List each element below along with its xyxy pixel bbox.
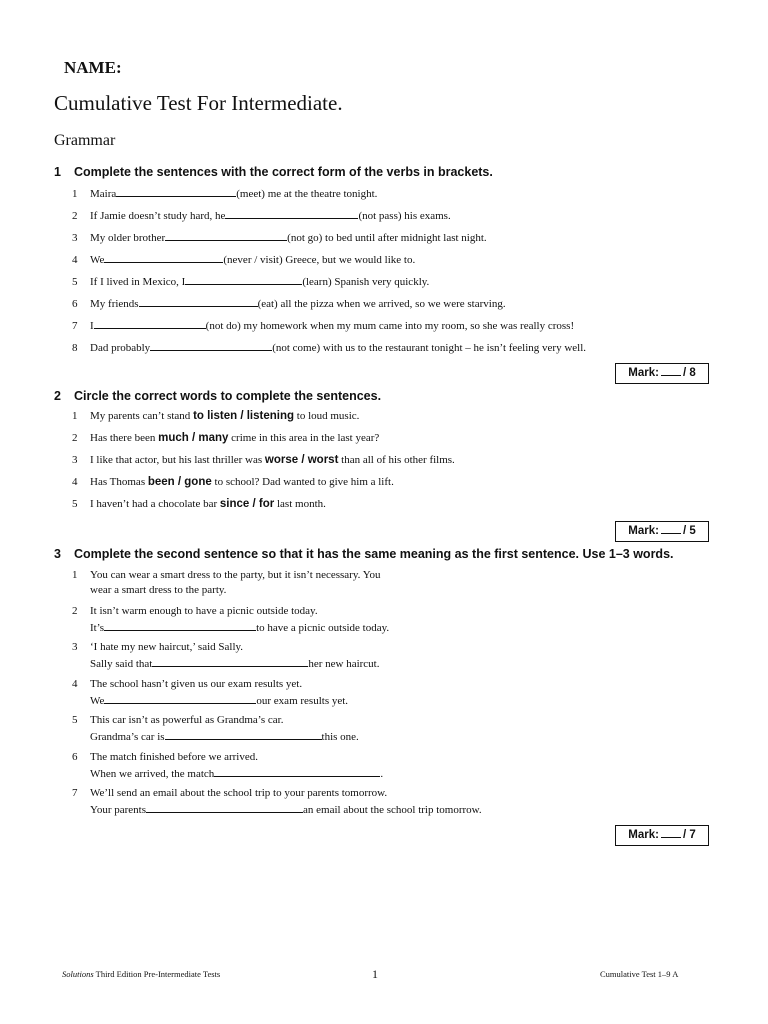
mark-blank[interactable] bbox=[661, 826, 681, 838]
mark-label: Mark: bbox=[628, 367, 659, 379]
question-3-heading bbox=[54, 547, 674, 561]
q3-item bbox=[72, 677, 348, 709]
answer-blank[interactable] bbox=[165, 229, 287, 241]
item-text: this one. bbox=[321, 731, 359, 743]
answer-blank[interactable] bbox=[94, 317, 206, 329]
q2-item bbox=[72, 475, 394, 490]
item-text: (never / visit) Greece, but we would like to. bbox=[223, 254, 416, 266]
q3-item bbox=[72, 604, 389, 636]
item-text: My parents can’t stand bbox=[90, 410, 194, 422]
item-text: My friends bbox=[90, 298, 139, 310]
footer-test-id: Cumulative Test 1–9 A bbox=[600, 969, 679, 979]
q3-item bbox=[72, 640, 380, 672]
question-instruction: Circle the correct words to complete the sentences. bbox=[74, 389, 382, 403]
item-text: I bbox=[90, 320, 94, 332]
item-number: 7 bbox=[72, 320, 78, 332]
item-number: 4 bbox=[72, 678, 78, 690]
name-label: NAME: bbox=[64, 58, 122, 77]
question-number: 1 bbox=[54, 165, 61, 179]
item-text: We’ll send an email about the school trip to your parents tomorrow. bbox=[90, 787, 388, 799]
q1-item bbox=[72, 207, 451, 224]
item-text: If Jamie doesn’t study hard, he bbox=[90, 210, 226, 222]
q2-item bbox=[72, 409, 359, 424]
item-text: last month. bbox=[274, 498, 326, 510]
item-number: 3 bbox=[72, 454, 78, 466]
q1-item bbox=[72, 339, 586, 356]
mark-box[interactable] bbox=[615, 521, 709, 542]
q3-item bbox=[72, 713, 359, 745]
item-text: ‘I hate my new haircut,’ said Sally. bbox=[90, 641, 244, 653]
item-text: You can wear a smart dress to the party, but it isn’t necessary. You bbox=[90, 569, 381, 581]
answer-blank[interactable] bbox=[139, 295, 258, 307]
question-2-heading bbox=[54, 389, 381, 403]
answer-options[interactable]: much / many bbox=[158, 432, 229, 444]
item-number: 2 bbox=[72, 432, 78, 444]
answer-blank[interactable] bbox=[150, 339, 272, 351]
item-number: 1 bbox=[72, 188, 78, 200]
mark-total: / 7 bbox=[682, 829, 696, 841]
item-number: 6 bbox=[72, 298, 78, 310]
mark-box[interactable] bbox=[615, 825, 709, 846]
item-text: Maira bbox=[90, 188, 117, 200]
item-text: Has Thomas bbox=[90, 476, 148, 488]
answer-options[interactable]: to listen / listening bbox=[193, 410, 295, 422]
item-text: We bbox=[90, 254, 105, 266]
question-instruction: Complete the second sentence so that it has the same meaning as the first sentence. Use 1–3 words. bbox=[74, 547, 674, 561]
item-text: (not pass) his exams. bbox=[358, 210, 451, 222]
q1-item bbox=[72, 317, 574, 334]
item-number: 4 bbox=[72, 254, 78, 266]
q1-item bbox=[72, 229, 487, 246]
answer-blank[interactable] bbox=[214, 765, 380, 777]
item-number: 8 bbox=[72, 342, 78, 354]
q2-item bbox=[72, 453, 455, 468]
item-text: (eat) all the pizza when we arrived, so we were starving. bbox=[257, 298, 506, 310]
item-text: The match finished before we arrived. bbox=[90, 751, 258, 763]
mark-label: Mark: bbox=[628, 829, 659, 841]
item-text: wear a smart dress to the party. bbox=[90, 584, 227, 596]
item-text: Sally said that bbox=[90, 658, 153, 670]
answer-blank[interactable] bbox=[104, 619, 256, 631]
item-text: than all of his other films. bbox=[338, 454, 455, 466]
q1-item bbox=[72, 251, 415, 268]
item-number: 4 bbox=[72, 476, 78, 488]
item-number: 1 bbox=[72, 410, 78, 422]
answer-options[interactable]: been / gone bbox=[147, 476, 212, 488]
question-1-heading bbox=[54, 165, 493, 179]
answer-options[interactable]: worse / worst bbox=[264, 454, 339, 466]
item-text: It isn’t warm enough to have a picnic outside today. bbox=[90, 605, 318, 617]
answer-blank[interactable] bbox=[116, 185, 236, 197]
q1-item bbox=[72, 295, 506, 312]
item-text: Dad probably bbox=[90, 342, 151, 354]
q2-item bbox=[72, 497, 326, 512]
footer-series-title: Solutions bbox=[62, 969, 94, 979]
answer-blank[interactable] bbox=[185, 273, 302, 285]
item-text: our exam results yet. bbox=[256, 695, 349, 707]
item-text: I like that actor, but his last thriller was bbox=[90, 454, 265, 466]
item-text: We bbox=[90, 695, 105, 707]
item-text: If I lived in Mexico, I bbox=[90, 276, 186, 288]
mark-label: Mark: bbox=[628, 525, 659, 537]
item-text: to loud music. bbox=[294, 410, 360, 422]
item-text: (learn) Spanish very quickly. bbox=[302, 276, 430, 288]
item-text: Grandma’s car is bbox=[90, 731, 165, 743]
item-text: Has there been bbox=[90, 432, 159, 444]
item-text: (not do) my homework when my mum came into my room, so she was really cross! bbox=[205, 320, 575, 332]
item-text: (meet) me at the theatre tonight. bbox=[236, 188, 378, 200]
item-text: to have a picnic outside today. bbox=[256, 622, 390, 634]
answer-blank[interactable] bbox=[225, 207, 358, 219]
answer-blank[interactable] bbox=[165, 728, 322, 740]
item-number: 2 bbox=[72, 605, 78, 617]
mark-blank[interactable] bbox=[661, 364, 681, 376]
item-text: It’s bbox=[90, 622, 105, 634]
item-text: (not go) to bed until after midnight last night. bbox=[287, 232, 487, 244]
item-text: This car isn’t as powerful as Grandma’s car. bbox=[90, 714, 284, 726]
q3-item bbox=[72, 568, 381, 598]
item-text: Your parents bbox=[90, 804, 147, 816]
item-text: her new haircut. bbox=[308, 658, 380, 670]
item-text: to school? Dad wanted to give him a lift. bbox=[211, 476, 394, 488]
answer-blank[interactable] bbox=[146, 801, 303, 813]
q2-item bbox=[72, 431, 379, 446]
item-number: 2 bbox=[72, 210, 78, 222]
mark-total: / 5 bbox=[682, 525, 696, 537]
question-instruction: Complete the sentences with the correct form of the verbs in brackets. bbox=[74, 165, 493, 179]
item-text: When we arrived, the match bbox=[90, 768, 215, 780]
item-number: 7 bbox=[72, 787, 78, 799]
footer-series bbox=[62, 969, 220, 979]
item-text: (not come) with us to the restaurant tonight – he isn’t feeling very well. bbox=[272, 342, 587, 354]
answer-blank[interactable] bbox=[104, 251, 223, 263]
item-number: 5 bbox=[72, 498, 78, 510]
item-text: crime in this area in the last year? bbox=[228, 432, 380, 444]
page-number: 1 bbox=[372, 967, 378, 981]
page-title: Cumulative Test For Intermediate. bbox=[54, 91, 343, 115]
item-text: The school hasn’t given us our exam results yet. bbox=[90, 678, 303, 690]
mark-box[interactable] bbox=[615, 363, 709, 384]
item-text: an email about the school trip tomorrow. bbox=[303, 804, 482, 816]
footer-edition: Third Edition Pre-Intermediate Tests bbox=[93, 969, 221, 979]
q1-item bbox=[72, 273, 429, 290]
item-number: 3 bbox=[72, 641, 78, 653]
item-number: 5 bbox=[72, 276, 78, 288]
question-number: 3 bbox=[54, 547, 61, 561]
answer-blank[interactable] bbox=[104, 692, 256, 704]
item-number: 3 bbox=[72, 232, 78, 244]
q1-item bbox=[72, 185, 377, 202]
answer-options[interactable]: since / for bbox=[219, 498, 275, 510]
question-number: 2 bbox=[54, 389, 61, 403]
answer-blank[interactable] bbox=[152, 655, 308, 667]
section-title: Grammar bbox=[54, 132, 116, 149]
item-text: I haven’t had a chocolate bar bbox=[90, 498, 220, 510]
item-text: My older brother bbox=[90, 232, 166, 244]
item-number: 6 bbox=[72, 751, 78, 763]
q3-item bbox=[72, 750, 383, 782]
mark-total: / 8 bbox=[682, 367, 696, 379]
item-number: 1 bbox=[72, 569, 78, 581]
q3-item bbox=[72, 786, 482, 818]
item-number: 5 bbox=[72, 714, 78, 726]
mark-blank[interactable] bbox=[661, 522, 681, 534]
item-text: . bbox=[380, 768, 384, 780]
